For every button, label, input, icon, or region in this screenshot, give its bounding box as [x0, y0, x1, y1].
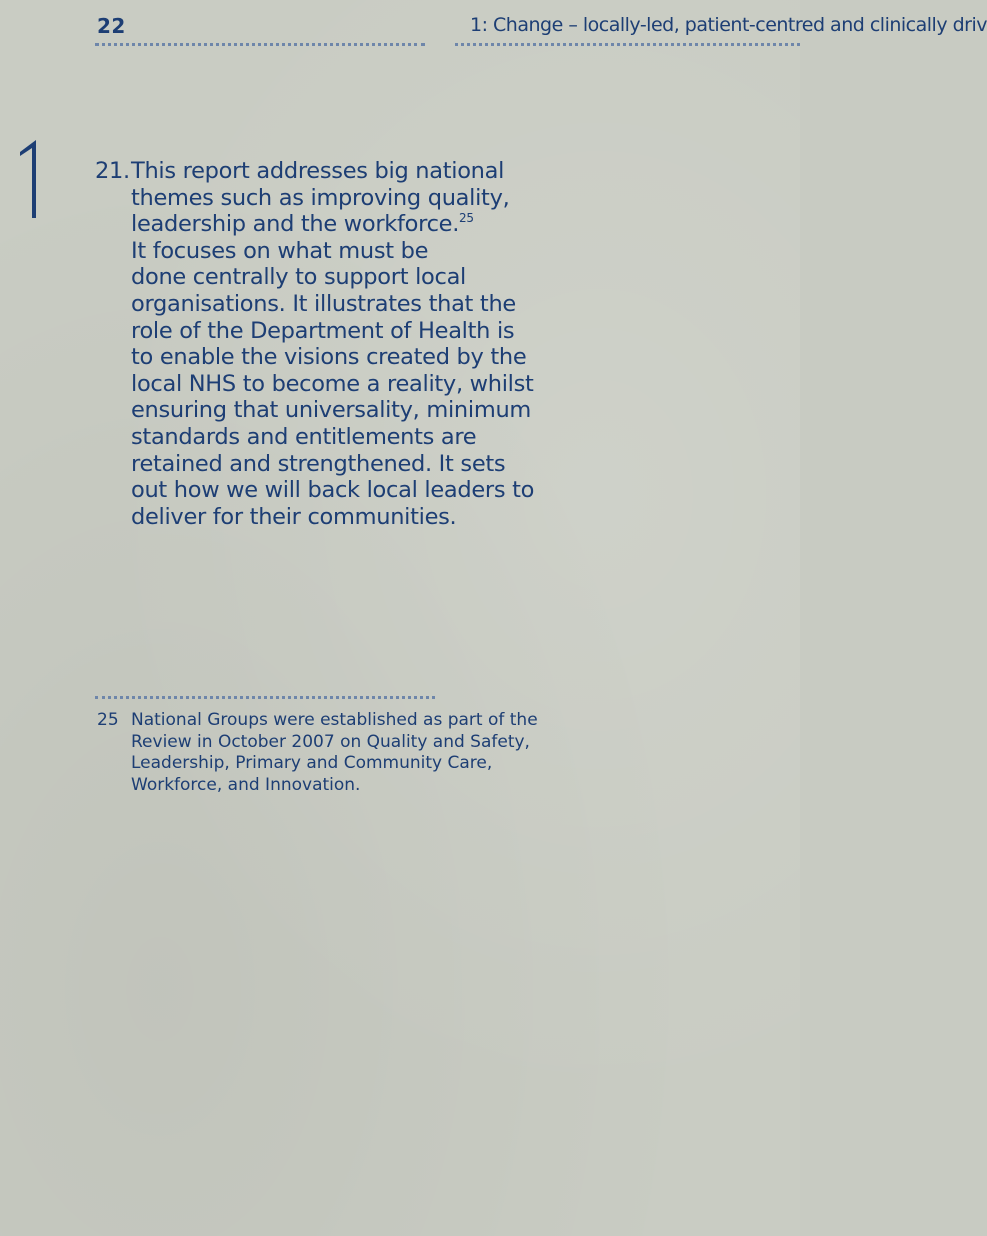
paragraph-line: standards and entitlements are: [131, 423, 477, 450]
footnote-body: [131, 710, 538, 796]
paragraph-number: 21.: [95, 158, 130, 184]
paragraph-line: This report addresses big national: [131, 158, 505, 184]
paragraph-line: themes such as improving quality,: [131, 184, 510, 211]
page-number: 22: [97, 14, 126, 38]
footnote-line: Review in October 2007 on Quality and Safety,: [131, 731, 530, 752]
paragraph-line: ensuring that universality, minimum: [131, 397, 532, 424]
paragraph-line: It focuses on what must be: [131, 237, 429, 264]
footnote-line: National Groups were established as part of the: [131, 710, 538, 730]
paragraph-line: [131, 211, 474, 238]
paragraph-line: out how we will back local leaders to: [131, 477, 535, 504]
header-rule-right: [455, 43, 800, 46]
footnote-line: Leadership, Primary and Community Care,: [131, 753, 493, 773]
paragraph-line-text: leadership and the workforce.: [131, 211, 460, 238]
paragraph-line: organisations. It illustrates that the: [131, 290, 516, 317]
paragraph-line: role of the Department of Health is: [131, 317, 515, 344]
paragraph-line: done centrally to support local: [131, 264, 467, 291]
footnote-rule: [95, 696, 435, 699]
footnote-line: Workforce, and Innovation.: [131, 774, 361, 795]
paragraph-line: retained and strengthened. It sets: [131, 450, 506, 477]
paragraph-line: local NHS to become a reality, whilst: [131, 370, 534, 397]
running-header-title: 1: Change – locally-led, patient-centred and clinically driv: [470, 14, 987, 36]
chapter-number-marker: [16, 138, 44, 220]
paragraph-line: to enable the visions created by the: [131, 344, 527, 371]
header-rule-left: [95, 43, 425, 46]
footnote-number: 25: [97, 710, 119, 730]
paragraph-body: [131, 158, 535, 530]
footnote-reference: 25: [459, 211, 474, 226]
paragraph-line: deliver for their communities.: [131, 503, 457, 530]
